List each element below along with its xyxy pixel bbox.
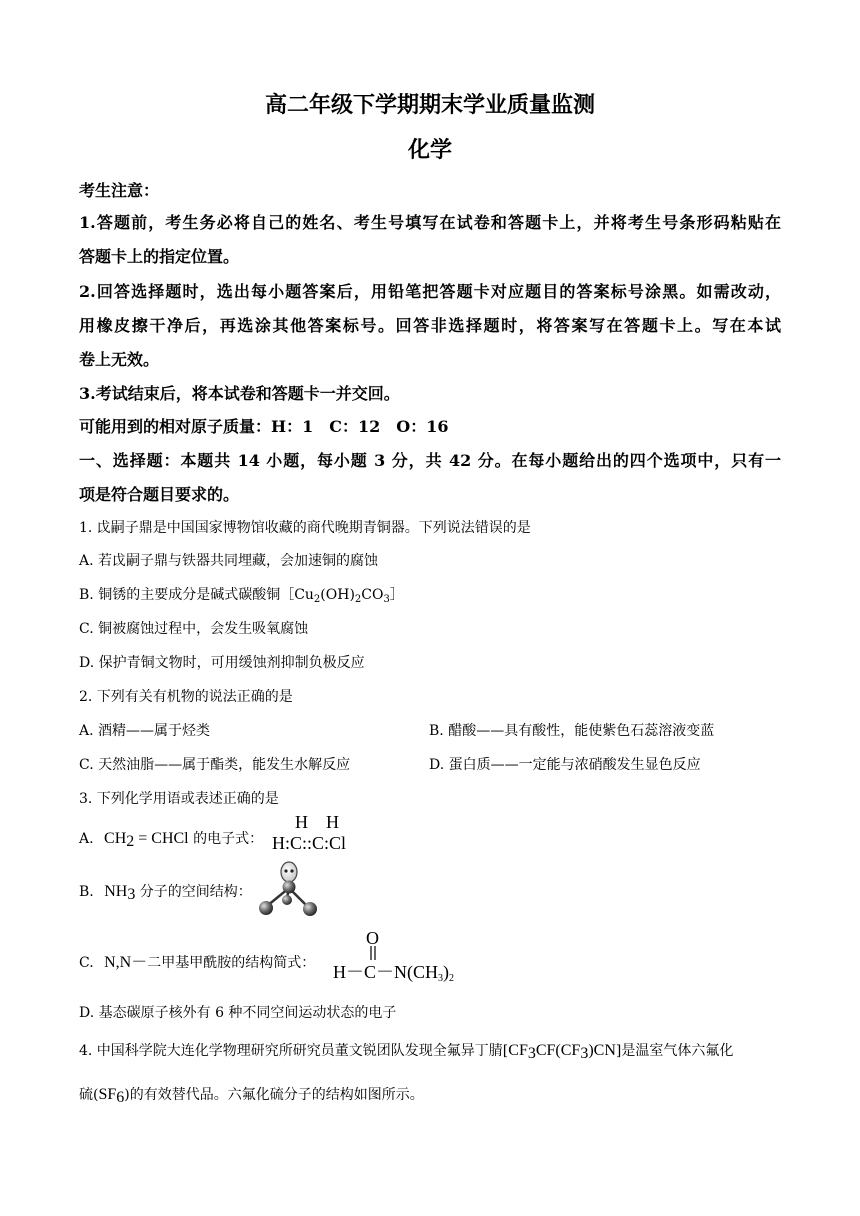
q2-stem: 2. 下列有关有机物的说法正确的是 [79,689,293,705]
q4-formula-sf-sub: 6 [116,1089,125,1106]
q3-b-formula: NH [104,883,128,900]
q3-a-text: 的电子式： [188,831,264,847]
q3-b-nh3-ball-stick-model [254,858,324,920]
subject-title: 化学 [407,137,452,163]
q1-b-end: CO [361,587,384,603]
q3-option-b [79,881,252,904]
section-1-line-1: 一、选择题：本题共 14 小题，每小题 3 分，共 42 分。在每小题给出的四个选项中，只有一 [79,451,781,470]
q4-formula-cf: CF [508,1042,528,1059]
q3-b-lone-pair-dot-2 [290,869,293,872]
q3-c-structural-formula [333,928,483,986]
q1-b-sub-2: 2 [354,594,362,605]
q3-a-struct-h-top-1: H [295,812,308,832]
q3-a-label: A. [79,831,94,847]
notice-item-2-line-1: 2.回答选择题时，选出每小题答案后，用铅笔把答题卡对应题目的答案标号涂黑。如需改动， [79,282,781,301]
q3-b-hydrogen-atom-left [259,901,273,915]
q3-b-text: 分子的空间结构： [135,884,252,900]
q3-c-struct-oxygen: O [366,928,379,948]
q1-option-c: C. 铜被腐蚀过程中，会发生吸氧腐蚀 [79,621,309,637]
q3-stem: 3. 下列化学用语或表述正确的是 [79,791,279,807]
q2-option-c: C. 天然油脂——属于酯类，能发生水解反应 [79,757,351,773]
q3-a-formula: CH [104,830,127,847]
q3-c-struct-line: H－C－N(CH [333,962,439,982]
q3-c-formula: N,N－ [104,954,148,971]
notice-item-2-line-2: 用橡皮擦干净后，再选涂其他答案标号。回答非选择题时，将答案写在答题卡上。写在本试 [79,316,781,335]
notice-item-1-line-2: 答题卡上的指定位置。 [79,247,240,266]
q4-line-1 [79,1040,733,1063]
q1-option-a: A. 若戉嗣子鼎与铁器共同埋藏，会加速铜的腐蚀 [79,553,379,569]
q3-a-struct-h-top-2: H [326,812,339,832]
q3-a-electron-dot-formula [272,812,382,856]
atomic-masses: 可能用到的相对原子质量：H：1 C：12 O：16 [79,417,449,436]
q1-stem: 1. 戉嗣子鼎是中国国家博物馆收藏的商代晚期青铜器。下列说法错误的是 [79,520,531,536]
q3-c-label: C. [79,955,94,971]
q3-c-struct-main [333,958,454,984]
q3-a-formula-sub: 2 [126,833,135,850]
q1-b-prefix: B. 铜锈的主要成分是碱式碳酸铜［Cu [79,587,314,603]
q3-option-a [79,828,263,851]
q3-c-struct-sub-1: 3 [438,973,444,984]
q4-line-1-suffix: ]是温室气体六氟化 [615,1043,734,1059]
q1-option-b [79,584,404,605]
notice-item-3: 3.考试结束后，将本试卷和答题卡一并交回。 [79,384,400,403]
q2-option-b: B. 醋酸——具有酸性，能使紫色石蕊溶液变蓝 [429,723,715,739]
q3-b-lone-pair-dot-1 [284,869,287,872]
q3-b-hydrogen-atom-back [282,895,292,905]
q3-option-d: D. 基态碳原子核外有 6 种不同空间运动状态的电子 [79,1005,397,1021]
notice-item-1-line-1: 1.答题前，考生务必将自己的姓名、考生号填写在试卷和答题卡上，并将考生号条形码粘贴在 [79,213,781,232]
exam-title: 高二年级下学期期末学业质量监测 [264,92,595,118]
q4-formula-sub-2: 3 [580,1045,589,1062]
q4-formula-end: )CN [588,1042,616,1059]
q4-formula-mid: CF(CF [535,1042,581,1059]
q4-formula-sf: SF [98,1086,117,1103]
q4-line-2 [79,1084,424,1107]
q3-b-lone-pair-lobe [281,862,297,882]
q1-option-d: D. 保护青铜文物时，可用缓蚀剂抑制负极反应 [79,655,365,671]
q3-c-struct-sub-2: 2 [449,973,455,984]
q3-b-hydrogen-atom-right [303,902,317,916]
q3-c-struct-close: ) [443,962,450,982]
q3-b-formula-sub: 3 [127,886,136,903]
q4-formula-sub-1: 3 [527,1045,536,1062]
q3-a-struct-main: H:C::C:Cl [272,833,347,853]
q1-b-mid: (OH) [320,587,355,603]
q1-b-sub-3: 3 [383,594,390,605]
notice-heading: 考生注意： [79,181,160,200]
q4-line-1-prefix: 4. 中国科学院大连化学物理研究所研究员董文锐团队发现全氟异丁腈[ [79,1043,509,1059]
q1-b-sub-1: 2 [313,594,321,605]
q3-option-c [79,949,315,972]
q3-a-formula-rest: = CHCl [134,830,189,847]
q2-option-a: A. 酒精——属于烃类 [79,723,211,739]
q3-b-nitrogen-atom [283,881,296,894]
q4-line-2-prefix: 硫( [79,1087,99,1103]
notice-item-2-line-3: 卷上无效。 [79,350,160,369]
q1-b-close: ］ [389,587,404,603]
q4-line-2-suffix: )的有效替代品。六氟化硫分子的结构如图所示。 [124,1087,424,1103]
section-1-line-2: 项是符合题目要求的。 [79,485,240,504]
q3-c-text: 二甲基甲酰胺的结构简式： [147,955,316,971]
q2-option-d: D. 蛋白质——一定能与浓硝酸发生显色反应 [429,757,701,773]
q3-b-label: B. [79,884,94,900]
